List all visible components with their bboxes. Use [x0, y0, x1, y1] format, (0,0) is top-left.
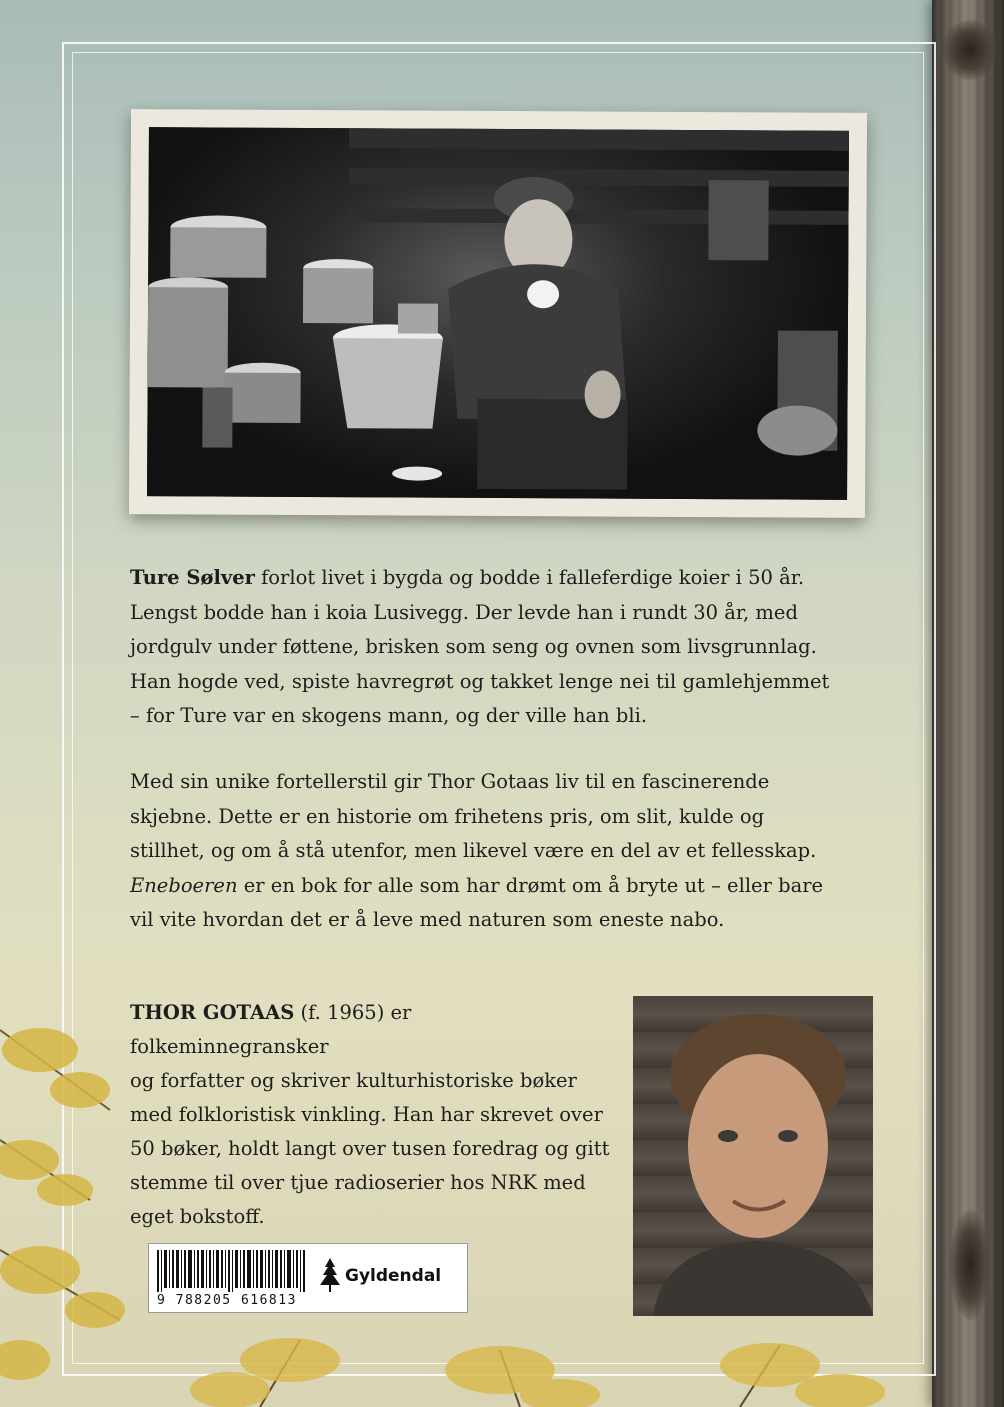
book-title: Eneboeren	[130, 873, 238, 897]
text-line: stillhet, og om å stå utenfor, men likevel være en del av et fellesskap.	[130, 839, 817, 862]
author-portrait-illustration	[633, 996, 873, 1316]
wooden-log-edge	[932, 0, 1004, 1407]
isbn-number: 9 788205 616813	[157, 1293, 297, 1308]
text-line: vil vite hvordan det er å leve med naturen som eneste nabo.	[130, 908, 725, 931]
vintage-photo-frame	[129, 109, 867, 518]
text-line: (f. 1965) er folkeminnegransker	[130, 1001, 412, 1058]
wood-knot	[942, 20, 998, 80]
author-bio	[130, 996, 610, 1234]
description-paragraph-1	[130, 561, 880, 734]
text-line: forlot livet i bygda og bodde i falleferdige koier i 50 år.	[254, 566, 805, 589]
text-line: Han hogde ved, spiste havregrøt og takket lenge nei til gamlehjemmet	[130, 669, 830, 693]
description-paragraph-2	[130, 765, 880, 938]
text-line: Med sin unike fortellerstil gir Thor Gotaas liv til en fascinerende	[130, 770, 770, 793]
text-line: er en bok for alle som har drømt om å bryte ut – eller bare	[237, 873, 824, 897]
subject-name: Ture Sølver	[130, 566, 255, 589]
author-name: THOR GOTAAS	[130, 1001, 295, 1024]
text-line: stemme til over tjue radioserier hos NRK med	[130, 1171, 586, 1194]
text-line: og forfatter og skriver kulturhistoriske bøker	[130, 1069, 577, 1092]
text-line: skjebne. Dette er en historie om frihetens pris, om slit, kulde og	[130, 804, 765, 828]
text-line: – for Ture var en skogens mann, og der ville han bli.	[130, 704, 648, 727]
barcode-box	[148, 1243, 468, 1313]
author-portrait	[633, 996, 873, 1316]
text-line: 50 bøker, holdt langt over tusen foredrag og gitt	[130, 1137, 610, 1160]
publisher-logo-text: Gyldendal	[345, 1266, 442, 1286]
cabin-photo	[147, 127, 849, 500]
barcode-icon	[157, 1250, 307, 1292]
text-line: Lengst bodde han i koia Lusivegg. Der levde han i rundt 30 år, med	[130, 600, 798, 624]
text-line: eget bokstoff.	[130, 1205, 265, 1228]
tree-logo-icon	[319, 1258, 341, 1292]
text-line: med folkloristisk vinkling. Han har skrevet over	[130, 1103, 603, 1126]
text-line: jordgulv under føttene, brisken som seng og ovnen som livsgrunnlag.	[130, 635, 817, 658]
wood-knot	[950, 1210, 990, 1320]
cabin-scene-illustration	[147, 127, 849, 500]
